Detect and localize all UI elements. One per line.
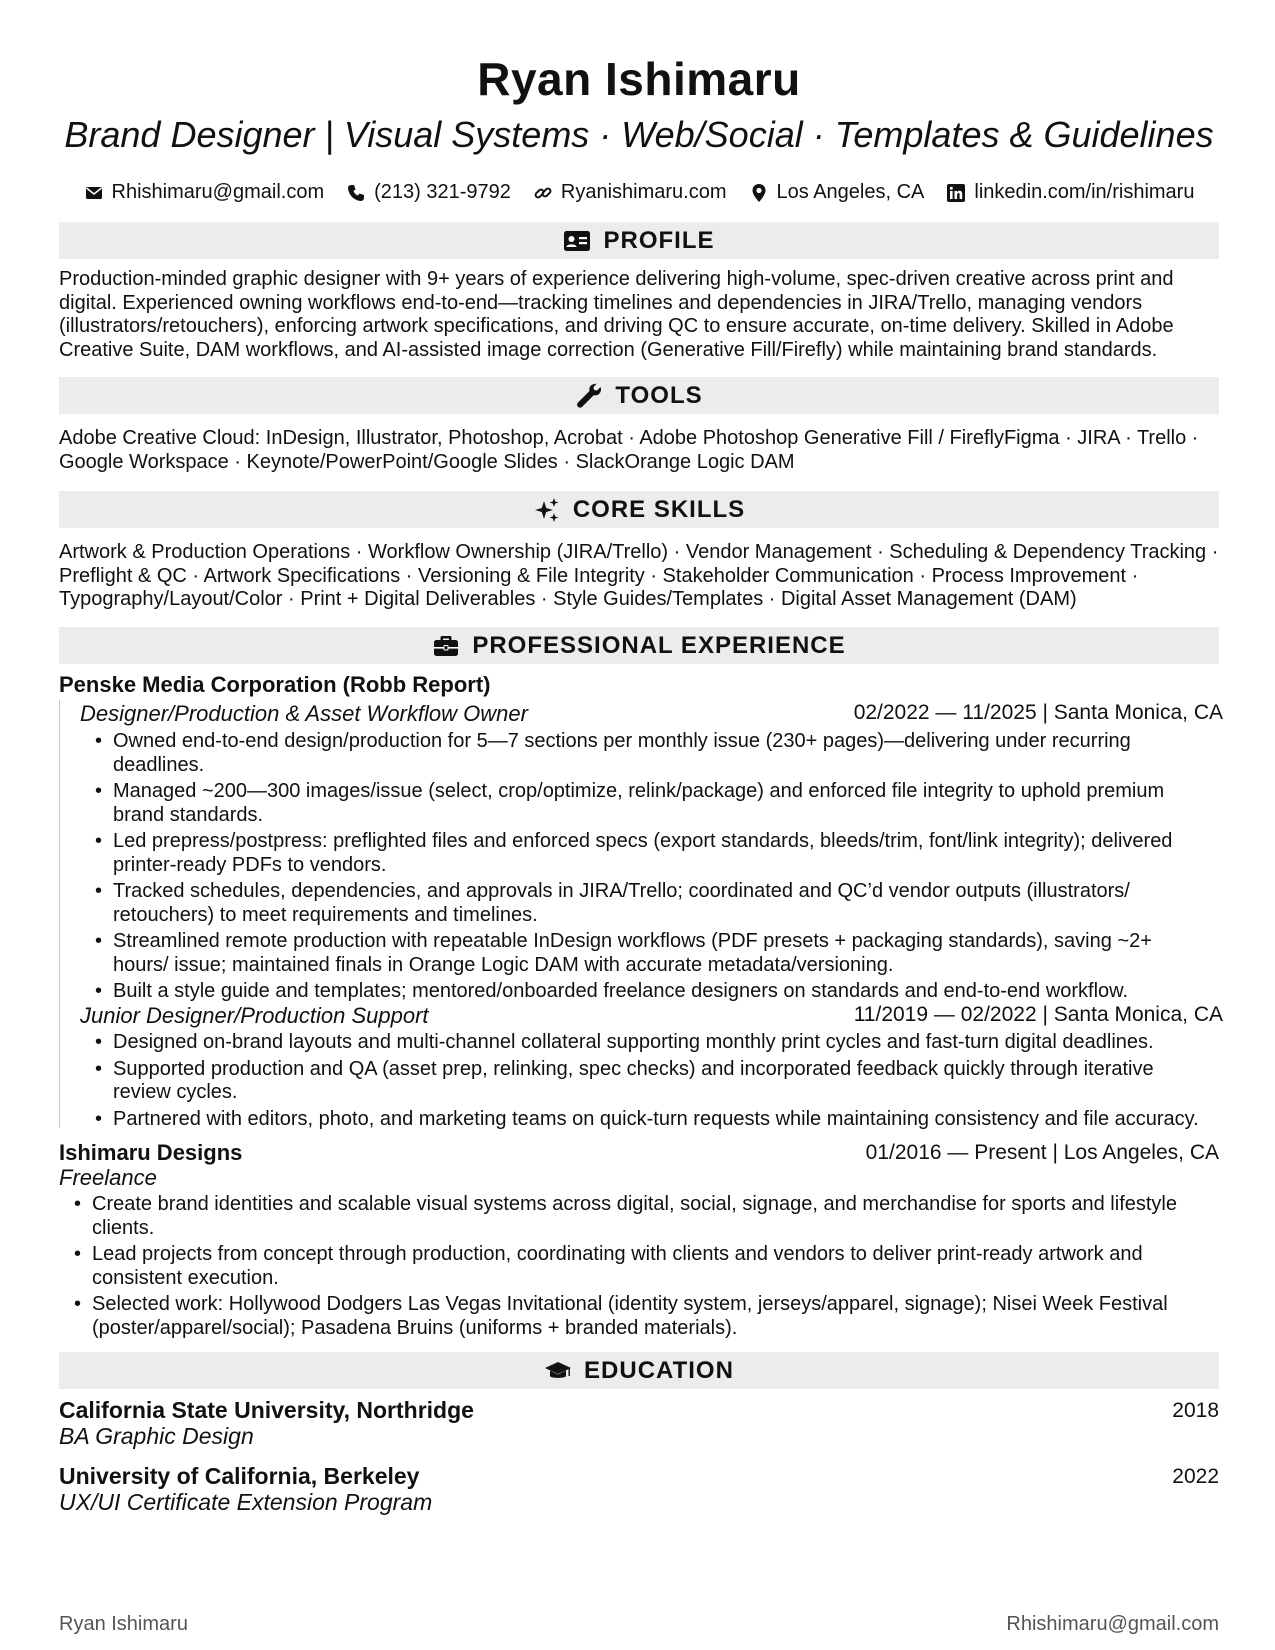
candidate-tagline: Brand Designer | Visual Systems · Web/Social · Templates & Guidelines [64, 114, 1214, 155]
phone-icon [346, 183, 366, 203]
role-dates-location: 02/2022 — 11/2025 | Santa Monica, CA [853, 701, 1223, 724]
role-header [80, 1003, 1223, 1029]
contact-email[interactable] [84, 181, 325, 204]
contact-website[interactable] [533, 181, 727, 204]
bullet-item: • Tracked schedules, dependencies, and approvals in JIRA/Trello; coordinated and QC’d vendor outputs (illustrators/ retouchers) to meet requirements and timelines. [95, 880, 1205, 927]
section-header-core-skills [59, 491, 1219, 528]
briefcase-icon [432, 633, 460, 659]
contact-phone-text: (213) 321-9792 [374, 181, 511, 203]
contact-email-text: Rhishimaru@gmail.com [111, 181, 325, 203]
education-school: University of California, Berkeley [59, 1463, 420, 1489]
contact-phone[interactable] [346, 181, 511, 204]
page-footer [59, 1613, 1219, 1636]
contact-linkedin[interactable] [946, 181, 1194, 204]
bullet-item: • Owned end-to-end design/production for 5—7 sections per monthly issue (230+ pages)—delivering under recurring deadlines. [95, 730, 1205, 777]
company-name: Ishimaru Designs [59, 1140, 243, 1165]
bullet-item: • Streamlined remote production with repeatable InDesign workflows (PDF presets + packaging standards), saving ~2+ hours/ issue; maintained finals in Orange Logic DAM with accurate metadata/versioning. [95, 930, 1205, 977]
education-degree: UX/UI Certificate Extension Program [59, 1489, 433, 1515]
role-bullets [95, 1031, 1205, 1134]
sparkles-icon [533, 497, 561, 523]
bullet-item: • Built a style guide and templates; mentored/onboarded freelance designers on standards and end-to-end workflow. [95, 980, 1205, 1004]
role-title: Designer/Production & Asset Workflow Owner [80, 701, 528, 726]
section-title-education: EDUCATION [584, 1356, 734, 1384]
company-name: Penske Media Corporation (Robb Report) [59, 672, 491, 697]
location-pin-icon [749, 183, 769, 203]
profile-summary: Production-minded graphic designer with 9+ years of experience delivering high-volume, spec-driven creative across print and digital. Experienced owning workflows end-to-end—tracking timelines and dependencies in JIRA/Trello, managing vendors (illustrators/retouchers), enforcing artwork specifications, and driving QC to ensure accurate, on-time delivery. Skilled in Adobe Creative Suite, DAM workflows, and AI-assisted image correction (Generative Fill/Firefly) while maintaining brand standards. [59, 268, 1174, 361]
contact-linkedin-text: linkedin.com/in/rishimaru [974, 181, 1195, 203]
resume-page [59, 0, 1223, 1650]
education-year: 2022 [1172, 1465, 1219, 1488]
footer-email[interactable]: Rhishimaru@gmail.com [1006, 1613, 1219, 1635]
education-year: 2018 [1172, 1399, 1219, 1422]
role-dates-location: 01/2016 — Present | Los Angeles, CA [865, 1141, 1219, 1164]
contact-website-text: Ryanishimaru.com [560, 181, 727, 203]
section-title-core-skills: CORE SKILLS [572, 495, 746, 523]
id-card-icon [563, 228, 591, 254]
section-header-education [59, 1352, 1219, 1389]
bullet-item: • Managed ~200—300 images/issue (select, crop/optimize, relink/package) and enforced file integrity to uphold premium brand standards. [95, 780, 1205, 827]
section-header-profile [59, 222, 1219, 259]
role-dates-location: 11/2019 — 02/2022 | Santa Monica, CA [853, 1003, 1223, 1026]
email-icon [84, 183, 104, 203]
role-title: Junior Designer/Production Support [80, 1003, 429, 1028]
role-header [80, 701, 1223, 727]
bullet-item: • Selected work: Hollywood Dodgers Las Vegas Invitational (identity system, jerseys/apparel, signage); Nisei Week Festival (poster/apparel/social); Pasadena Bruins (uniforms + branded materials). [74, 1293, 1204, 1340]
section-title-experience: PROFESSIONAL EXPERIENCE [472, 631, 846, 659]
contact-location [749, 181, 925, 204]
bullet-item: • Designed on-brand layouts and multi-channel collateral supporting monthly print cycles and fast-turn digital deadlines. [95, 1031, 1205, 1055]
role-title: Freelance [59, 1165, 157, 1190]
bullet-item: • Supported production and QA (asset prep, relinking, spec checks) and incorporated feedback quickly through iterative review cycles. [95, 1058, 1205, 1105]
section-title-profile: PROFILE [603, 226, 715, 254]
footer-name: Ryan Ishimaru [59, 1613, 188, 1635]
education-school: California State University, Northridge [59, 1397, 474, 1423]
linkedin-icon [946, 183, 966, 203]
core-skills-list: Artwork & Production Operations · Workflow Ownership (JIRA/Trello) · Vendor Management · Scheduling & Dependency Tracking · Preflight & QC · Artwork Specifications · Versioning & File Integrity · Stakeholder Communication · Process Improvement · Typography/Layout/Color · Print + Digital Deliverables · Style Guides/Templates · Digital Asset Management (DAM) [59, 541, 1219, 610]
wrench-icon [575, 383, 603, 409]
bullet-item: • Led prepress/postpress: preflighted files and enforced specs (export standards, bleeds/trim, font/link integrity); delivered printer-ready PDFs to vendors. [95, 830, 1205, 877]
contact-location-text: Los Angeles, CA [776, 181, 925, 203]
candidate-name: Ryan Ishimaru [477, 53, 801, 105]
role-bullets [74, 1193, 1204, 1343]
education-degree: BA Graphic Design [59, 1423, 254, 1449]
section-header-experience [59, 627, 1219, 664]
bullet-item: • Partnered with editors, photo, and marketing teams on quick-turn requests while maintaining consistency and file accuracy. [95, 1108, 1205, 1132]
section-header-tools [59, 377, 1219, 414]
role-bullets [95, 730, 1205, 1007]
bullet-item: • Lead projects from concept through production, coordinating with clients and vendors to deliver print-ready artwork and consistent execution. [74, 1243, 1204, 1290]
tools-list: Adobe Creative Cloud: InDesign, Illustrator, Photoshop, Acrobat · Adobe Photoshop Generative Fill / FireflyFigma · JIRA · Trello · Google Workspace · Keynote/PowerPoint/Google Slides · SlackOrange Logic DAM [59, 427, 1199, 473]
bullet-item: • Create brand identities and scalable visual systems across digital, social, signage, and merchandise for sports and lifestyle clients. [74, 1193, 1204, 1240]
contact-bar [59, 181, 1219, 204]
graduation-cap-icon [544, 1358, 572, 1384]
section-title-tools: TOOLS [615, 381, 703, 409]
link-icon [533, 183, 553, 203]
